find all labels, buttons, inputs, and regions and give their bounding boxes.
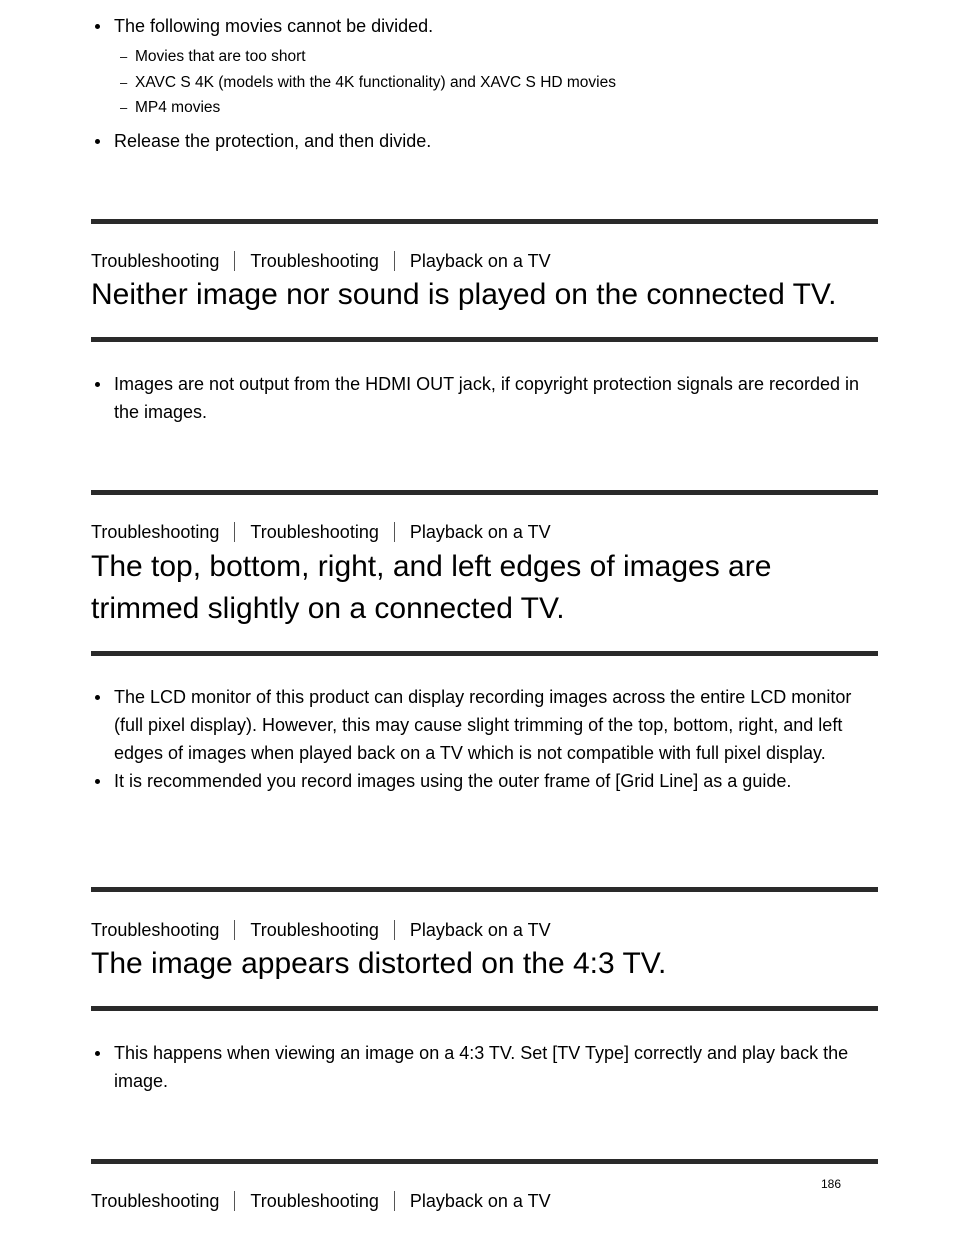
bullet-list — [91, 683, 881, 795]
title-underline — [91, 1006, 878, 1011]
sub-list-item: – Movies that are too short — [114, 44, 881, 70]
list-item: The LCD monitor of this product can display recording images across the entire LCD monitor (full pixel display). However, this may cause slight trimming of the top, bottom, right, and left edges of images when played back on a TV which is not compatible with full pixel display. — [91, 683, 881, 767]
breadcrumb-item[interactable]: Troubleshooting — [250, 920, 379, 940]
breadcrumb-item[interactable]: Troubleshooting — [91, 920, 220, 940]
sub-list-item: – XAVC S 4K (models with the 4K functionality) and XAVC S HD movies — [114, 70, 881, 96]
title-underline — [91, 337, 878, 342]
breadcrumb-item[interactable]: Playback on a TV — [409, 251, 551, 271]
section-title: The top, bottom, right, and left edges of images are trimmed slightly on a connected TV. — [91, 550, 772, 625]
title-underline — [91, 651, 878, 656]
breadcrumb-separator — [394, 522, 395, 542]
breadcrumb — [91, 250, 551, 272]
breadcrumb-item[interactable]: Troubleshooting — [91, 1191, 220, 1211]
sub-list-item: – MP4 movies — [114, 95, 881, 121]
section-divider — [91, 1159, 878, 1164]
bullet-text: Release the protection, and then divide. — [114, 130, 432, 151]
list-item: It is recommended you record images using the outer frame of [Grid Line] as a guide. — [91, 767, 881, 795]
top-bullet-list — [91, 12, 881, 155]
breadcrumb-item[interactable]: Troubleshooting — [91, 251, 220, 271]
breadcrumb-item[interactable]: Troubleshooting — [250, 1191, 379, 1211]
list-item: This happens when viewing an image on a 4:3 TV. Set [TV Type] correctly and play back the image. — [91, 1039, 881, 1095]
section-body — [91, 683, 881, 795]
section-title: The image appears distorted on the 4:3 TV. — [91, 947, 667, 980]
breadcrumb-separator — [234, 920, 235, 940]
bullet-list — [91, 370, 881, 426]
bullet-list — [91, 1039, 881, 1095]
sub-list — [114, 44, 881, 121]
list-item — [91, 127, 881, 155]
section-title: Neither image nor sound is played on the connected TV. — [91, 278, 837, 311]
list-item: Images are not output from the HDMI OUT jack, if copyright protection signals are recorded in the images. — [91, 370, 881, 426]
section-body — [91, 1039, 881, 1095]
breadcrumb-item[interactable]: Troubleshooting — [250, 522, 379, 542]
breadcrumb-separator — [234, 1191, 235, 1211]
breadcrumb-item[interactable]: Troubleshooting — [250, 251, 379, 271]
breadcrumb-item[interactable]: Playback on a TV — [409, 1191, 551, 1211]
breadcrumb-separator — [234, 251, 235, 271]
top-content — [91, 12, 881, 155]
breadcrumb — [91, 521, 551, 543]
list-item — [91, 12, 881, 121]
section-body — [91, 370, 881, 426]
breadcrumb-item[interactable]: Playback on a TV — [409, 920, 551, 940]
breadcrumb — [91, 919, 551, 941]
breadcrumb-item[interactable]: Troubleshooting — [91, 522, 220, 542]
section-divider — [91, 490, 878, 495]
breadcrumb-separator — [394, 251, 395, 271]
section-divider — [91, 887, 878, 892]
breadcrumb-separator — [394, 920, 395, 940]
breadcrumb-separator — [234, 522, 235, 542]
breadcrumb — [91, 1190, 551, 1212]
breadcrumb-separator — [394, 1191, 395, 1211]
bullet-text: The following movies cannot be divided. — [114, 16, 434, 36]
breadcrumb-item[interactable]: Playback on a TV — [409, 522, 551, 542]
section-divider — [91, 219, 878, 224]
page-number: 186 — [821, 1177, 842, 1191]
